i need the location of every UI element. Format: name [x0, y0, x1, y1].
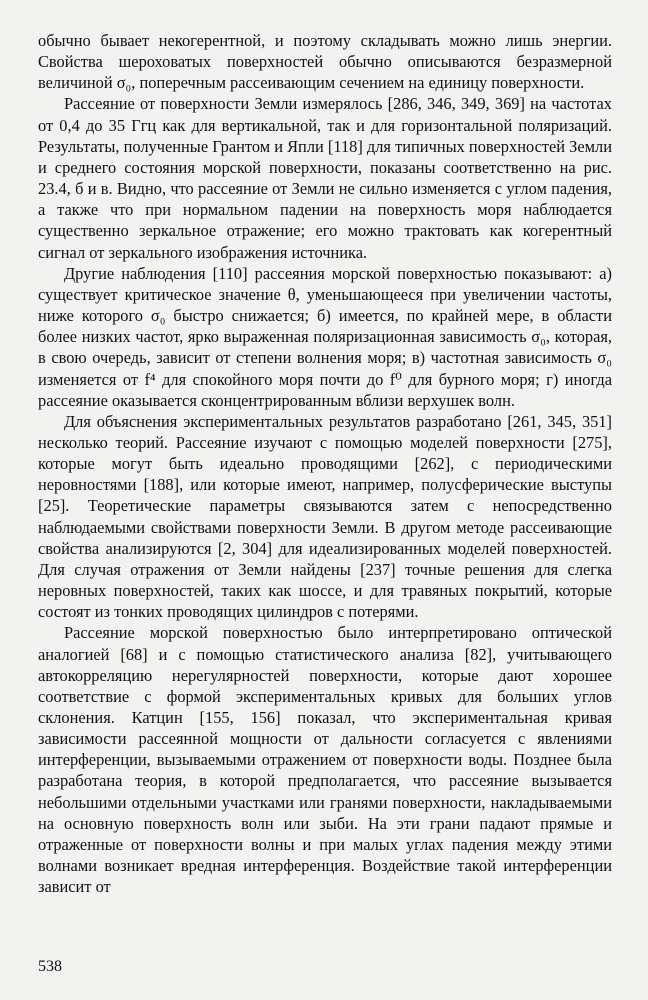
page-number: 538 — [38, 958, 62, 975]
paragraph-sea-interpretation: Рассеяние морской поверхностью было интерпретировано оптической аналогией [68] и с помощью статистического анализа [82], учитывающего автокорреляцию нерегулярностей поверхности, которые дают хорошее соответствие с формой экспериментальных кривых для больших углов склонения. Катцин [155, 156] показал, что экспериментальная кривая зависимости рассеянной мощности от дальности согласуется с явлениями интерференции, вызываемыми отражением от поверхности воды. Позднее была разработана теория, в которой предполагается, что рассеяние вызывается небольшими отдельными участками или гранями поверхности, накладываемыми на основную поверхность волн или зыби. На эти грани падают прямые и отраженные от поверхности волны и при малых углах падения между этими волнами возникает вредная интерференция. Воздействие такой интерференции зависит от — [38, 623, 612, 897]
paragraph-sea-observations: Другие наблюдения [110] рассеяния морской поверхностью показывают: а) существует критическое значение θ, уменьшающееся при увеличении частоты, ниже которого σ₀ быстро снижается; б) имеется, по крайней мере, в области более низких частот, ярко выраженная поляризационная зависимость σ₀, которая, в свою очередь, зависит от степени волнения моря; в) частотная зависимость σ₀ изменяется от f⁴ для спокойного моря почти до f⁰ для бурного моря; г) иногда рассеяние оказывается сконцентрированным вблизи верхушек волн. — [38, 263, 612, 410]
paragraph-continuation: обычно бывает некогерентной, и поэтому складывать можно лишь энергии. Свойства шероховатых поверхностей обычно описываются безразмерной величиной σ₀, поперечным рассеивающим сечением на единицу поверхности. — [38, 31, 612, 93]
paragraph-theories: Для объяснения экспериментальных результатов разработано [261, 345, 351] несколько теорий. Рассеяние изучают с помощью моделей поверхности [275], которые могут быть идеально проводящими [262], с периодическими неровностями [188], или которые имеют, например, полусферические выступы [25]. Теоретические параметры связываются затем с непосредственно наблюдаемыми свойствами поверхности Земли. В другом методе рассеивающие свойства анализируются [2, 304] для идеализированных моделей поверхностей. Для случая отражения от Земли найдены [237] точные решения для слегка неровных поверхностей, таких как шоссе, и для травяных покрытий, которые состоят из тонких проводящих цилиндров с потерями. — [38, 411, 612, 622]
paragraph-earth-scattering: Рассеяние от поверхности Земли измерялось [286, 346, 349, 369] на частотах от 0,4 до 35 Ггц как для вертикальной, так и для горизонтальной поляризаций. Результаты, полученные Грантом и Япли [118] для типичных поверхностей Земли и среднего состояния морской поверхности, показаны соответственно на рис. 23.4, б и в. Видно, что рассеяние от Земли не сильно изменяется с углом падения, а также что при нормальном падении на поверхность моря наблюдается существенно зеркальное отражение; его можно трактовать как когерентный сигнал от зеркального изображения источника. — [38, 94, 612, 262]
page-body — [38, 30, 612, 897]
